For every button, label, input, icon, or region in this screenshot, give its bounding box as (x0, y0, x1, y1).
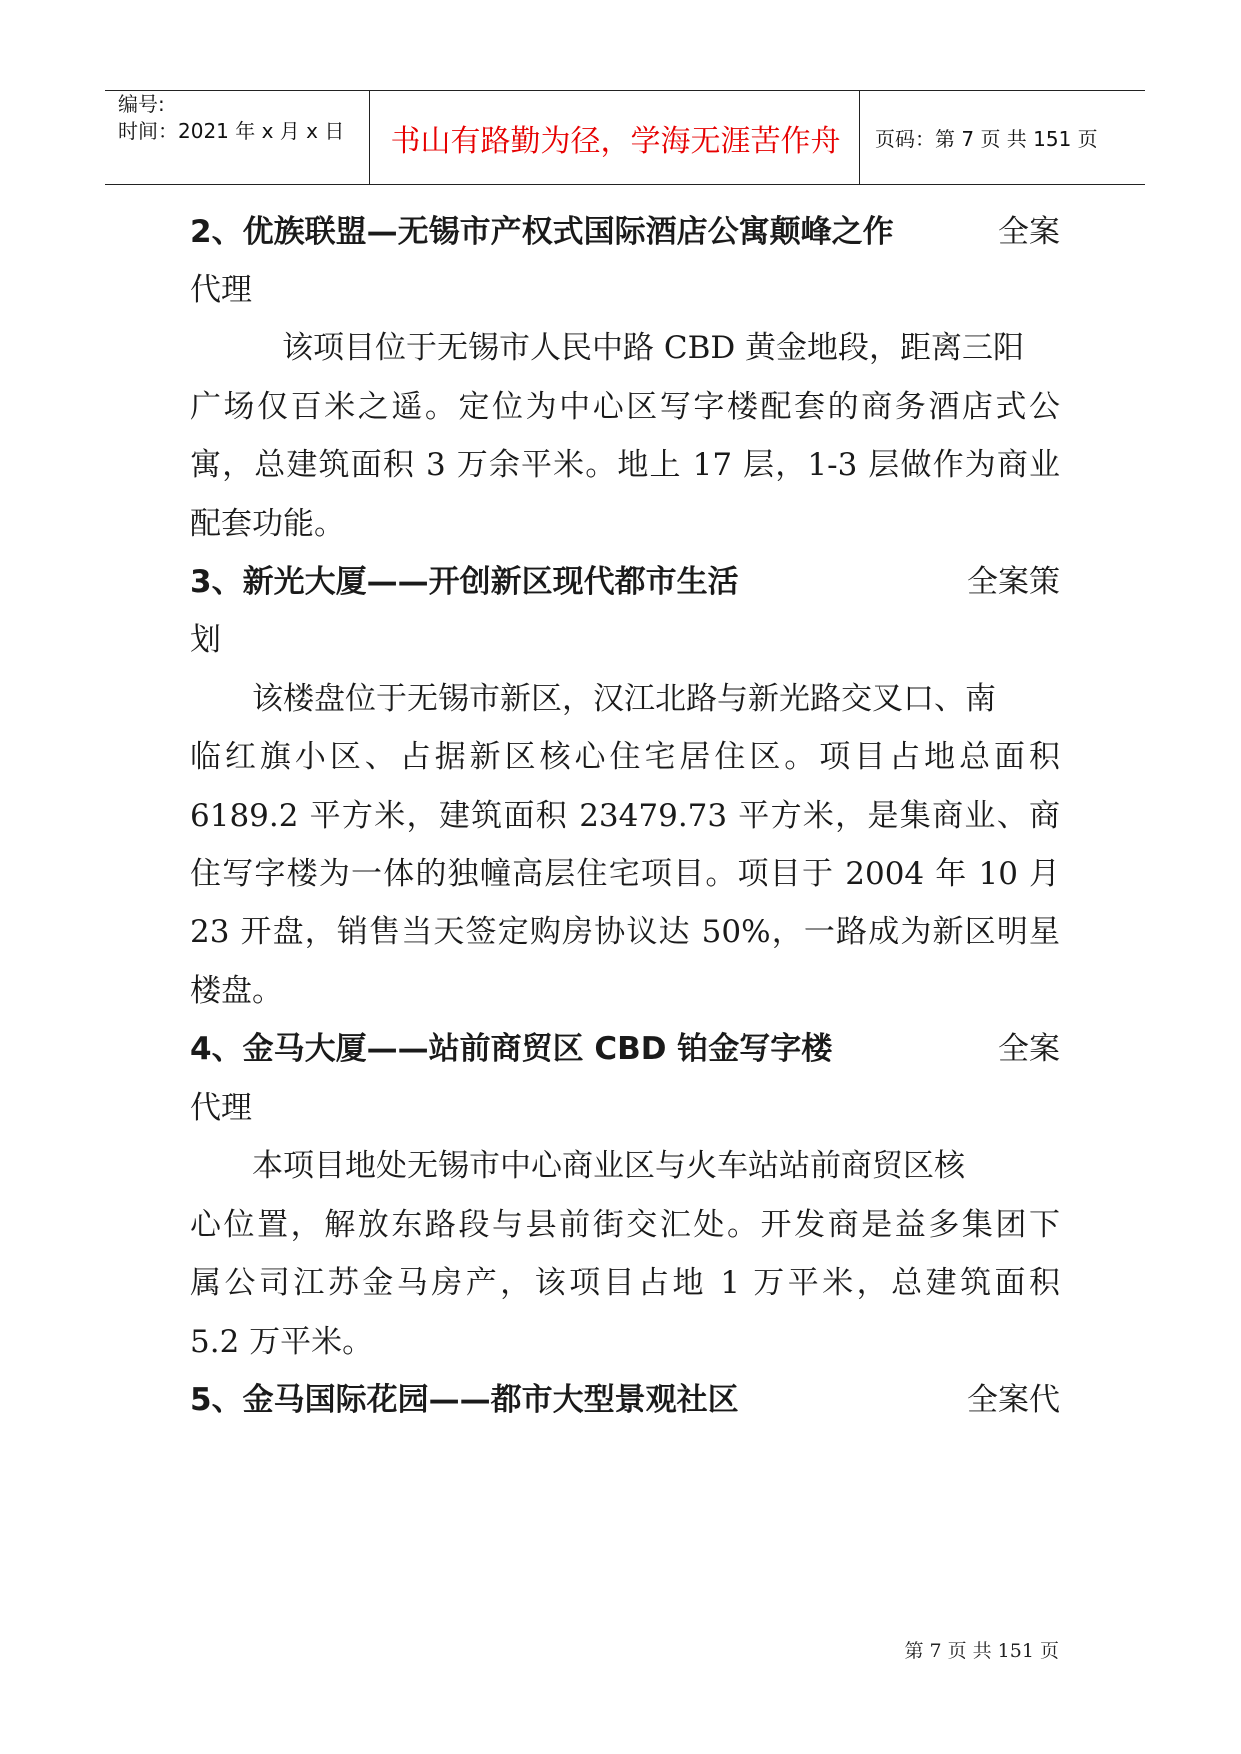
paragraph-line: 该楼盘位于无锡市新区，汉江北路与新光路交叉口、南 (252, 681, 996, 717)
paragraph-line: 住写字楼为一体的独幢高层住宅项目。项目于 2004 年 10 月 (190, 856, 1060, 892)
paragraph-line: 23 开盘，销售当天签定购房协议达 50%，一路成为新区明星 (190, 914, 1060, 950)
header-divider-right (859, 91, 860, 184)
header-divider-left (369, 91, 370, 184)
paragraph-line: 本项目地处无锡市中心商业区与火车站站前商贸区核 (252, 1148, 965, 1184)
paragraph-line: 寓，总建筑面积 3 万余平米。地上 17 层，1-3 层做作为商业 (190, 447, 1060, 483)
paragraph-line: 楼盘。 (190, 973, 283, 1009)
paragraph-line: 6189.2 平方米，建筑面积 23479.73 平方米，是集商业、商 (190, 798, 1060, 834)
section-tag-wrap: 划 (190, 622, 221, 658)
header-motto: 书山有路勤为径，学海无涯苦作舟 (390, 123, 841, 159)
section-tag: 全案 (998, 1031, 1060, 1067)
section-title: 5、金马国际花园——都市大型景观社区 (190, 1382, 739, 1418)
paragraph-line: 该项目位于无锡市人民中路 CBD 黄金地段，距离三阳 (282, 330, 1025, 366)
section-tag: 全案策 (967, 564, 1060, 600)
section-heading (190, 562, 1060, 602)
document-time-label: 时间：2021 年 x 月 x 日 (118, 119, 345, 143)
section-title: 2、优族联盟—无锡市产权式国际酒店公寓颠峰之作 (190, 214, 894, 250)
paragraph-line: 广场仅百米之遥。定位为中心区写字楼配套的商务酒店式公 (190, 389, 1060, 425)
section-heading (190, 1380, 1060, 1420)
section-heading (190, 212, 1060, 252)
paragraph-line: 5.2 万平米。 (190, 1324, 374, 1360)
section-title: 4、金马大厦——站前商贸区 CBD 铂金写字楼 (190, 1031, 833, 1067)
paragraph-line: 心位置，解放东路段与县前街交汇处。开发商是益多集团下 (190, 1207, 1060, 1243)
section-tag-wrap: 代理 (190, 272, 252, 308)
document-number-label: 编号: (118, 92, 165, 116)
paragraph-line: 配套功能。 (190, 506, 345, 542)
section-tag-wrap: 代理 (190, 1090, 252, 1126)
paragraph-line: 临红旗小区、占据新区核心住宅居住区。项目占地总面积 (190, 739, 1060, 775)
section-title: 3、新光大厦——开创新区现代都市生活 (190, 564, 739, 600)
section-tag: 全案 (998, 214, 1060, 250)
page-footer: 第 7 页 共 151 页 (904, 1640, 1059, 1662)
header-page-label: 页码：第 7 页 共 151 页 (875, 127, 1098, 151)
section-tag: 全案代 (967, 1382, 1060, 1418)
header-meta (118, 91, 344, 145)
paragraph-line: 属公司江苏金马房产，该项目占地 1 万平米，总建筑面积 (190, 1265, 1060, 1301)
page-header (105, 90, 1145, 185)
section-heading (190, 1029, 1060, 1069)
